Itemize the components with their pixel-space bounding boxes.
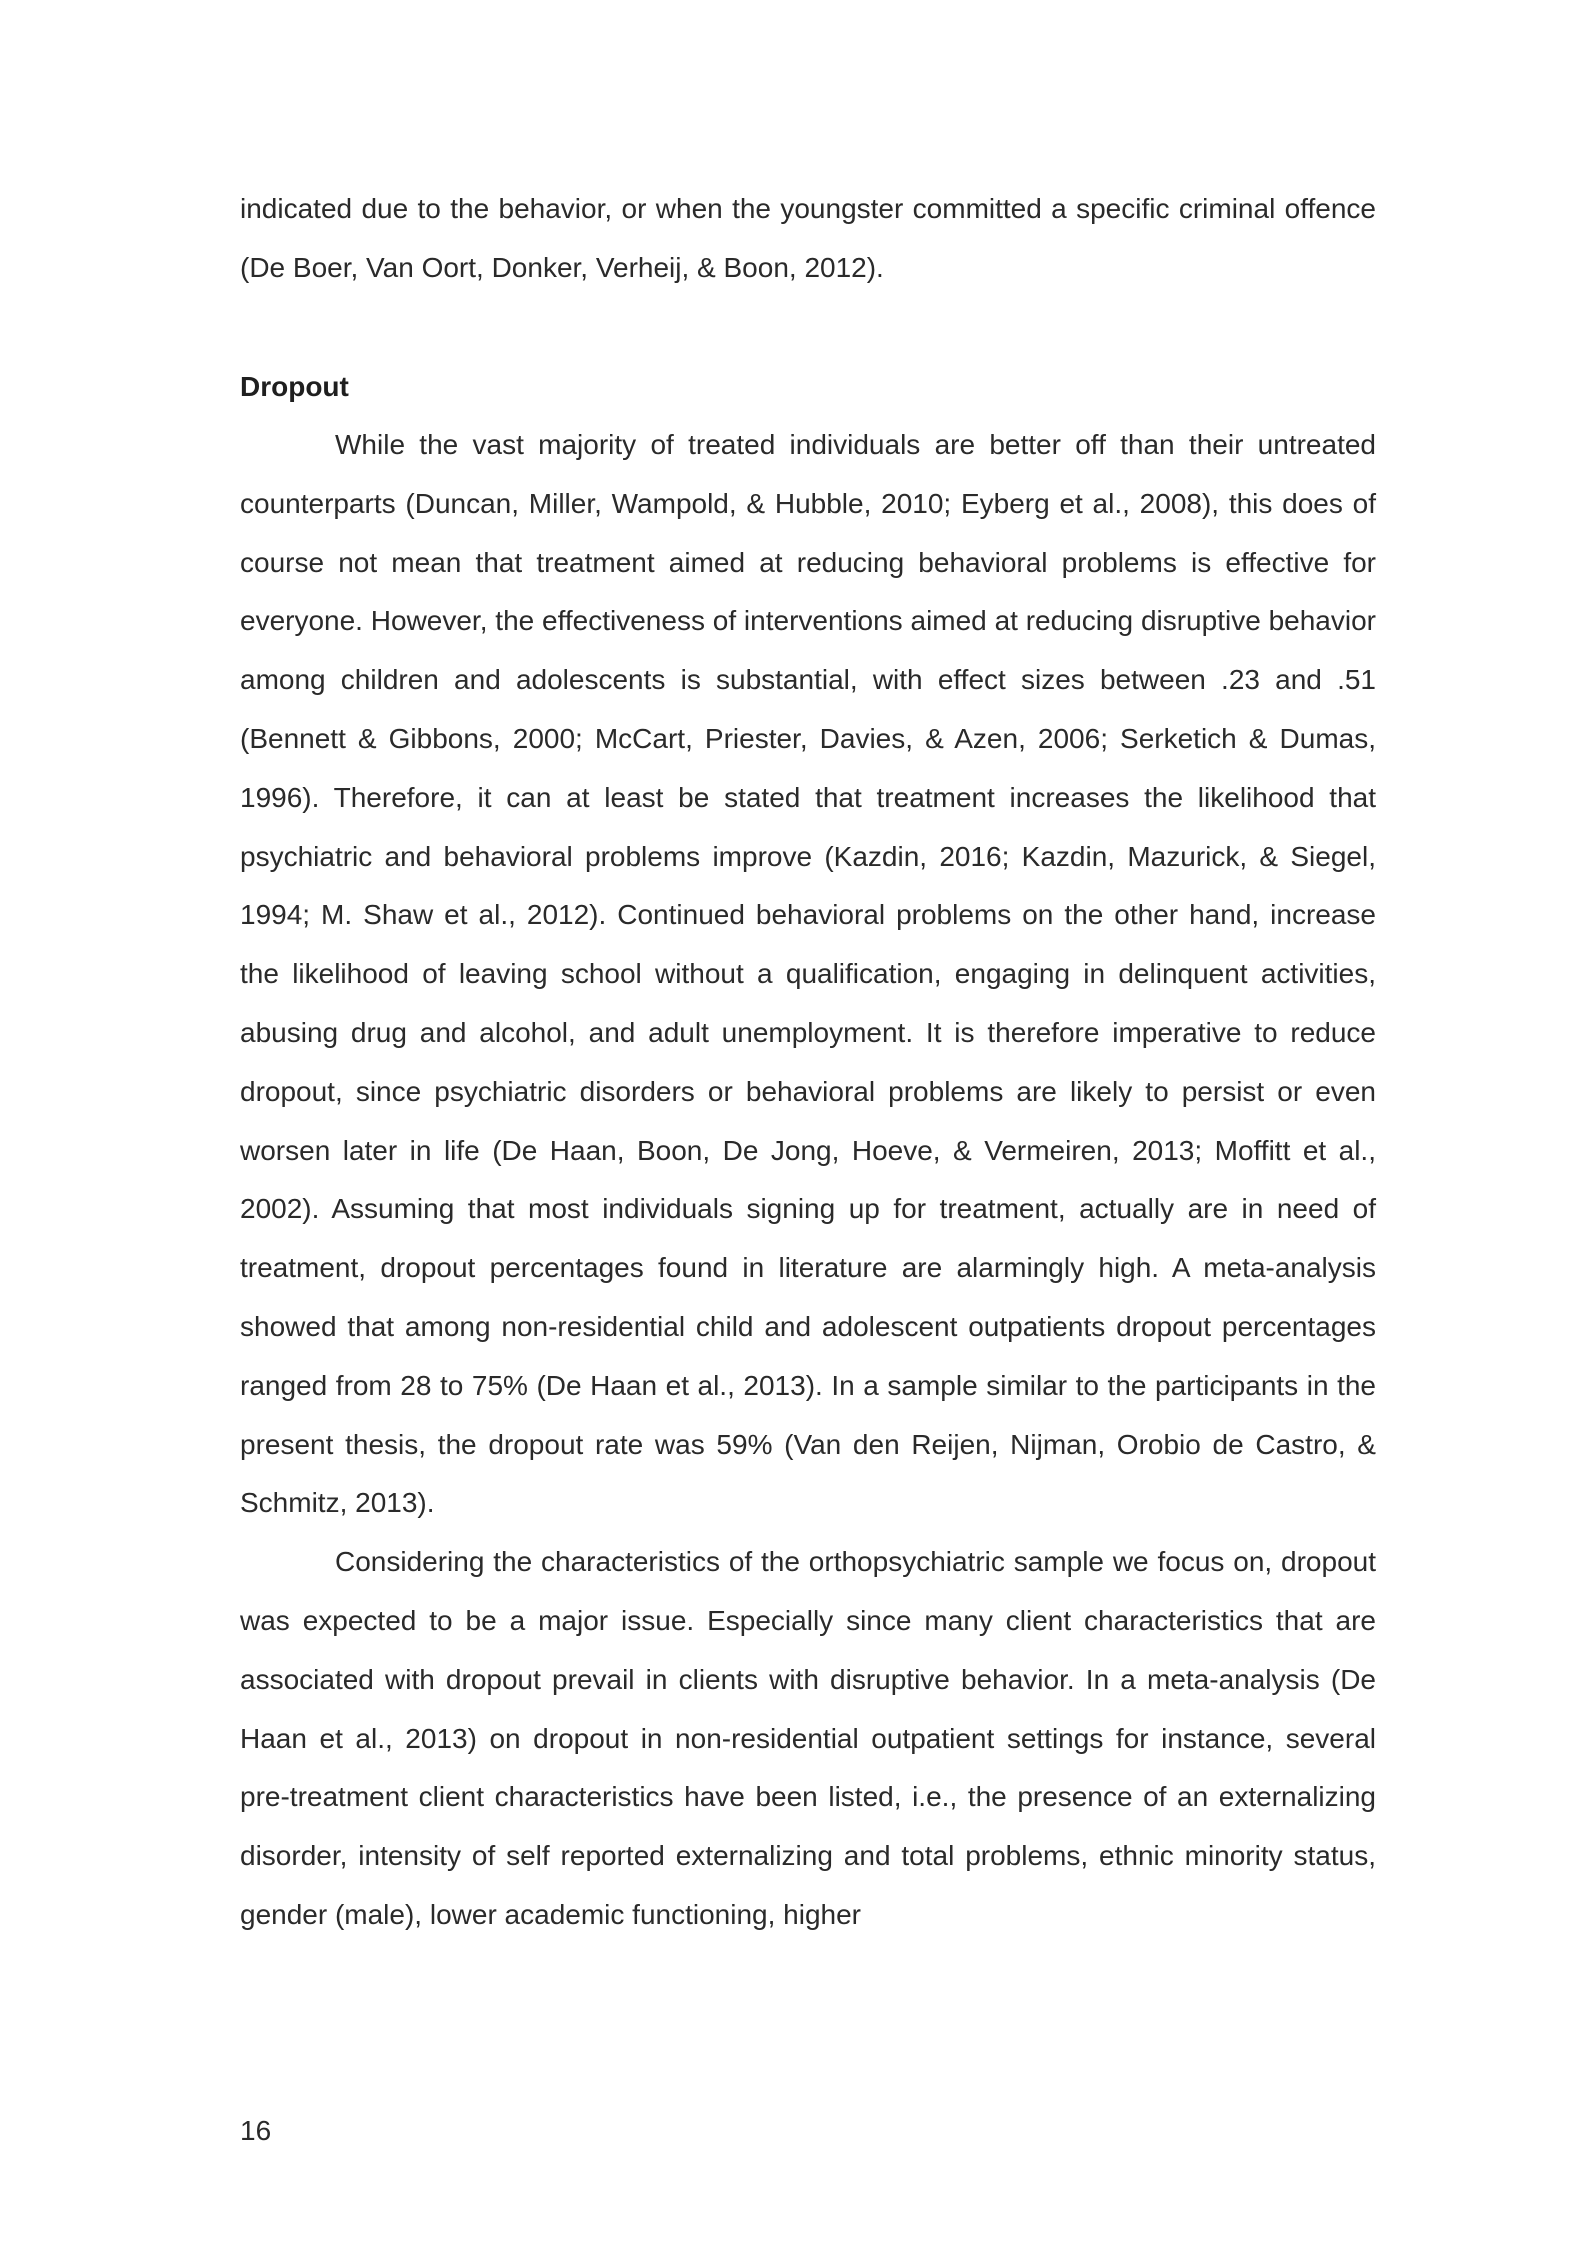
page-number: 16: [240, 2115, 272, 2146]
continued-paragraph-block: [240, 180, 1376, 298]
body-text: [240, 416, 1376, 1945]
continued-paragraph: indicated due to the behavior, or when the youngster committed a specific criminal offence (De Boer, Van Oort, Donker, Verheij, & Boon, 2012).: [240, 193, 1376, 283]
section-heading: Dropout: [240, 371, 349, 402]
body-paragraph: While the vast majority of treated individuals are better off than their untreated counterparts (Duncan, Miller, Wampold, & Hubble, 2010; Eyberg et al., 2008), this does of course not mean that treatment aimed at reducing behavioral problems is effective for everyone. However, the effectiveness of interventions aimed at reducing disruptive behavior among children and adolescents is substantial, with effect sizes between .23 and .51 (Bennett & Gibbons, 2000; McCart, Priester, Davies, & Azen, 2006; Serketich & Dumas, 1996). Therefore, it can at least be stated that treatment increases the likelihood that psychiatric and behavioral problems improve (Kazdin, 2016; Kazdin, Mazurick, & Siegel, 1994; M. Shaw et al., 2012). Continued behavioral problems on the other hand, increase the likelihood of leaving school without a qualification, engaging in delinquent activities, abusing drug and alcohol, and adult unemployment. It is therefore imperative to reduce dropout, since psychiatric disorders or behavioral problems are likely to persist or even worsen later in life (De Haan, Boon, De Jong, Hoeve, & Vermeiren, 2013; Moffitt et al., 2002). Assuming that most individuals signing up for treatment, actually are in need of treatment, dropout percentages found in literature are alarmingly high. A meta-analysis showed that among non-residential child and adolescent outpatients dropout percentages ranged from 28 to 75% (De Haan et al., 2013). In a sample similar to the participants in the present thesis, the dropout rate was 59% (Van den Reijen, Nijman, Orobio de Castro, & Schmitz, 2013).: [240, 429, 1376, 1519]
body-paragraph: Considering the characteristics of the orthopsychiatric sample we focus on, dropout was expected to be a major issue. Especially since many client characteristics that are associated with dropout prevail in clients with disruptive behavior. In a meta-analysis (De Haan et al., 2013) on dropout in non-residential outpatient settings for instance, several pre-treatment client characteristics have been listed, i.e., the presence of an externalizing disorder, intensity of self reported externalizing and total problems, ethnic minority status, gender (male), lower academic functioning, higher: [240, 1546, 1376, 1930]
